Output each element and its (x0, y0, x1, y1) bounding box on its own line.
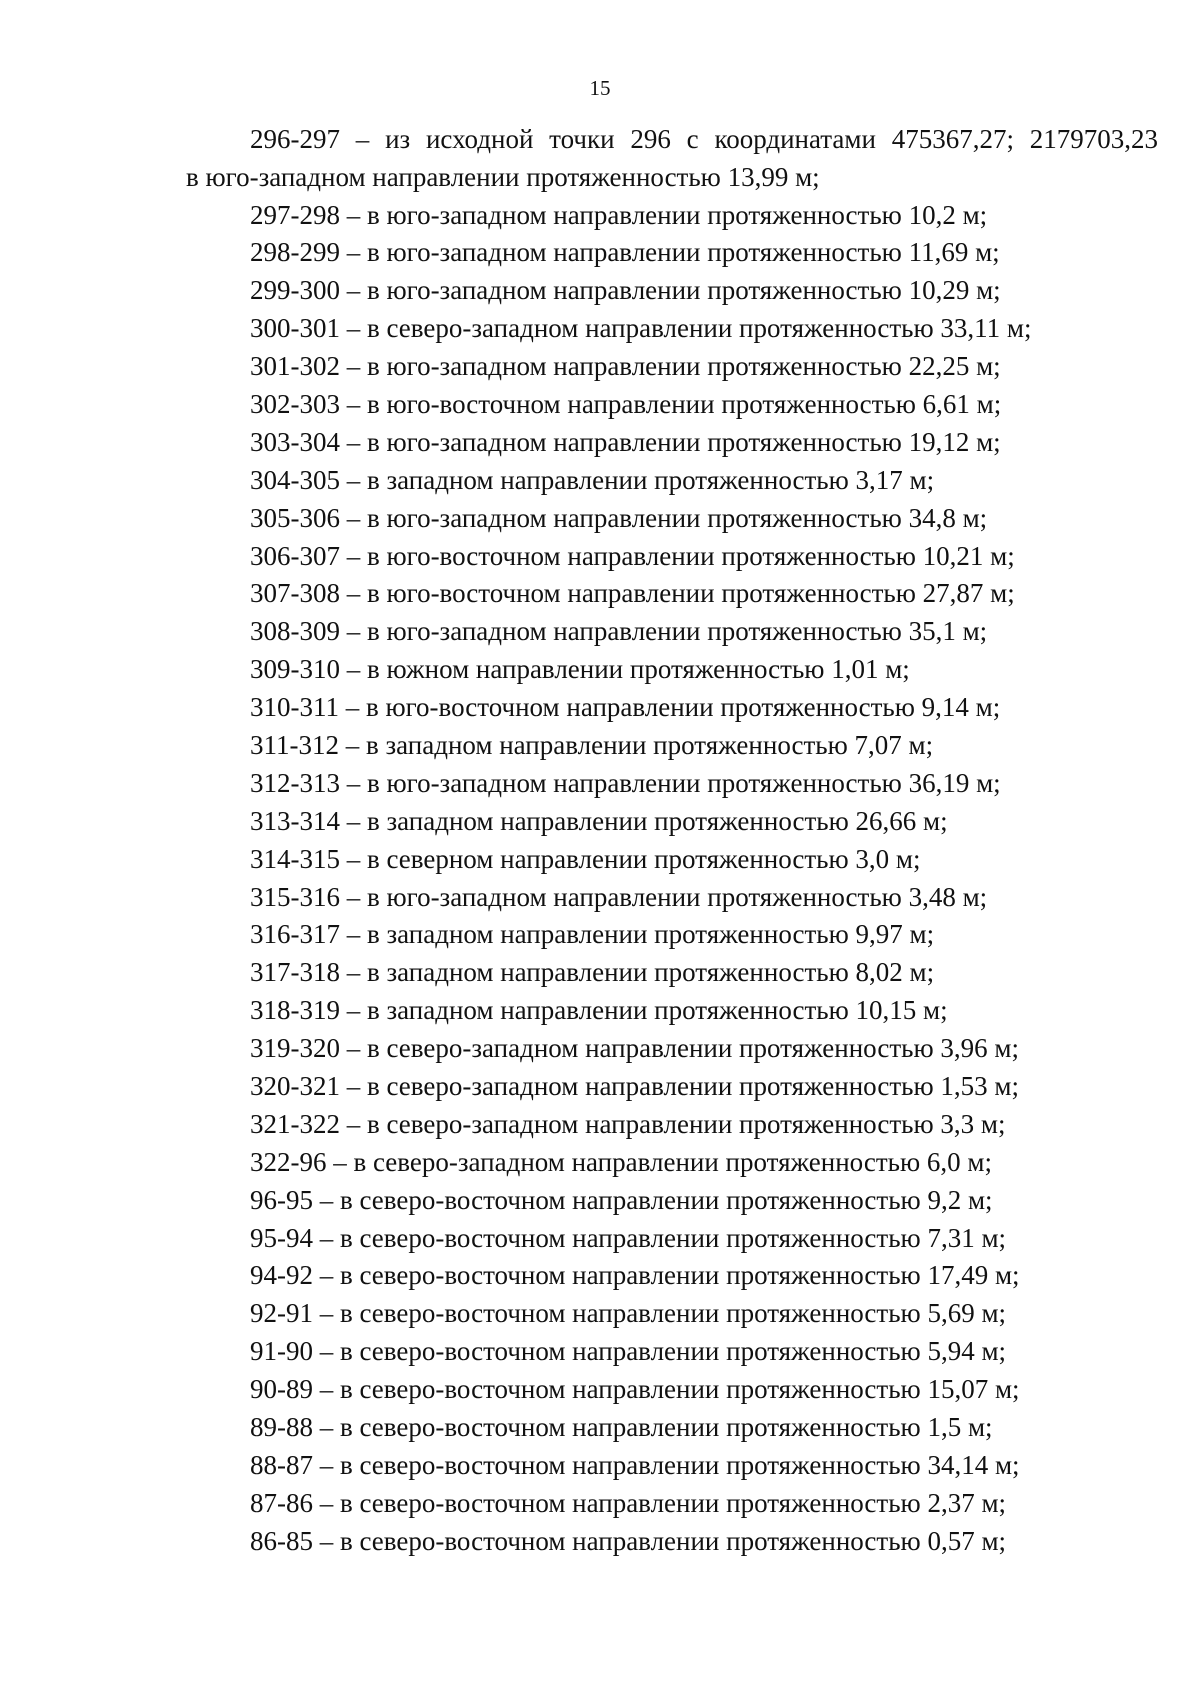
page-number: 15 (589, 76, 611, 100)
boundary-segment: 317-318 – в западном направлении протяженностью 8,02 м; (250, 957, 935, 988)
boundary-segment-list (250, 197, 1031, 1561)
boundary-segment: 305-306 – в юго-западном направлении протяженностью 34,8 м; (250, 502, 988, 533)
first-entry-line-1: 296-297 – из исходной точки 296 с координатами 475367,27; 2179703,23 (250, 124, 1158, 154)
boundary-segment: 304-305 – в западном направлении протяженностью 3,17 м; (250, 464, 935, 495)
boundary-segment: 87-86 – в северо-восточном направлении протяженностью 2,37 м; (250, 1487, 1007, 1518)
boundary-segment: 311-312 – в западном направлении протяженностью 7,07 м; (250, 729, 934, 760)
boundary-segment: 301-302 – в юго-западном направлении протяженностью 22,25 м; (250, 351, 1001, 382)
boundary-segment: 86-85 – в северо-восточном направлении протяженностью 0,57 м; (250, 1525, 1007, 1556)
boundary-segment: 313-314 – в западном направлении протяженностью 26,66 м; (250, 805, 948, 836)
first-boundary-entry (186, 120, 1158, 196)
boundary-segment: 88-87 – в северо-восточном направлении протяженностью 34,14 м; (250, 1449, 1020, 1480)
boundary-segment: 321-322 – в северо-западном направлении протяженностью 3,3 м; (250, 1108, 1006, 1139)
boundary-segment: 318-319 – в западном направлении протяженностью 10,15 м; (250, 995, 948, 1026)
boundary-segment: 320-321 – в северо-западном направлении протяженностью 1,53 м; (250, 1070, 1019, 1101)
boundary-segment: 297-298 – в юго-западном направлении протяженностью 10,2 м; (250, 199, 988, 230)
boundary-segment: 314-315 – в северном направлении протяженностью 3,0 м; (250, 843, 921, 874)
boundary-segment: 303-304 – в юго-западном направлении протяженностью 19,12 м; (250, 426, 1001, 457)
boundary-segment: 94-92 – в северо-восточном направлении протяженностью 17,49 м; (250, 1260, 1020, 1291)
boundary-segment: 319-320 – в северо-западном направлении протяженностью 3,96 м; (250, 1033, 1019, 1064)
boundary-segment: 315-316 – в юго-западном направлении протяженностью 3,48 м; (250, 881, 988, 912)
boundary-segment: 91-90 – в северо-восточном направлении протяженностью 5,94 м; (250, 1336, 1007, 1367)
boundary-segment: 298-299 – в юго-западном направлении протяженностью 11,69 м; (250, 237, 1000, 268)
boundary-segment: 306-307 – в юго-восточном направлении протяженностью 10,21 м; (250, 540, 1015, 571)
boundary-segment: 309-310 – в южном направлении протяженностью 1,01 м; (250, 654, 910, 685)
boundary-segment: 302-303 – в юго-восточном направлении протяженностью 6,61 м; (250, 388, 1002, 419)
boundary-segment: 300-301 – в северо-западном направлении протяженностью 33,11 м; (250, 313, 1032, 344)
boundary-segment: 95-94 – в северо-восточном направлении протяженностью 7,31 м; (250, 1222, 1007, 1253)
boundary-segment: 89-88 – в северо-восточном направлении протяженностью 1,5 м; (250, 1412, 993, 1442)
boundary-segment: 310-311 – в юго-восточном направлении протяженностью 9,14 м; (250, 692, 1001, 723)
boundary-segment: 92-91 – в северо-восточном направлении протяженностью 5,69 м; (250, 1298, 1007, 1329)
boundary-segment: 312-313 – в юго-западном направлении протяженностью 36,19 м; (250, 767, 1001, 798)
boundary-segment: 308-309 – в юго-западном направлении протяженностью 35,1 м; (250, 616, 988, 647)
boundary-segment: 307-308 – в юго-восточном направлении протяженностью 27,87 м; (250, 578, 1015, 609)
boundary-segment: 316-317 – в западном направлении протяженностью 9,97 м; (250, 919, 935, 950)
boundary-segment: 322-96 – в северо-западном направлении протяженностью 6,0 м; (250, 1146, 992, 1177)
boundary-segment: 90-89 – в северо-восточном направлении протяженностью 15,07 м; (250, 1374, 1020, 1405)
boundary-segment: 299-300 – в юго-западном направлении протяженностью 10,29 м; (250, 275, 1001, 306)
first-entry-line-2: в юго-западном направлении протяженностью 13,99 м; (186, 162, 820, 192)
boundary-segment: 96-95 – в северо-восточном направлении протяженностью 9,2 м; (250, 1184, 993, 1215)
